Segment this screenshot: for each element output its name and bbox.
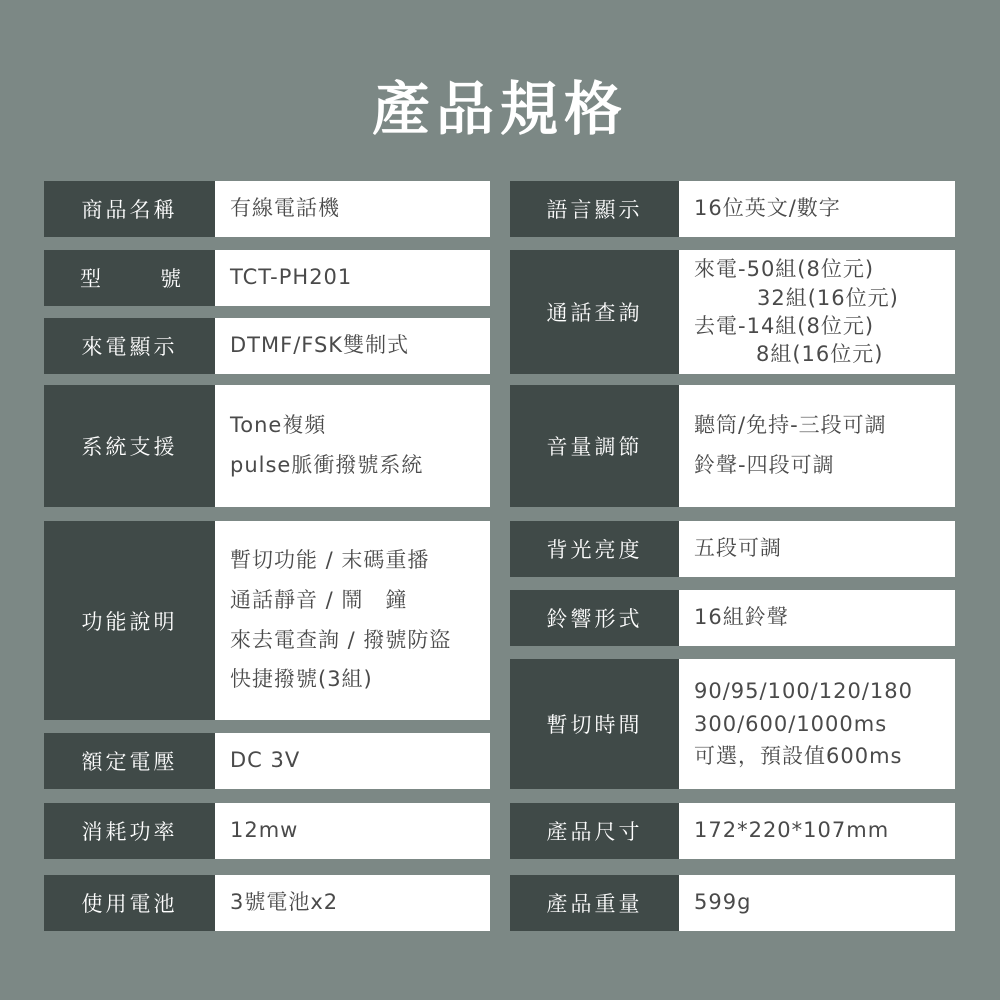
- spec-value: [679, 659, 955, 789]
- spec-row-backlight: [510, 521, 955, 577]
- spec-row-flash-time: [510, 659, 955, 789]
- spec-row-functions: [44, 521, 490, 720]
- spec-label: 功能說明: [44, 521, 215, 720]
- spec-label-part: 號: [160, 267, 181, 291]
- spec-value-line: 快捷撥號(3組): [230, 667, 373, 692]
- spec-label: [44, 250, 215, 306]
- spec-value: TCT-PH201: [215, 250, 490, 306]
- spec-value-line: 可選，預設值600ms: [694, 744, 903, 769]
- spec-value: [215, 385, 490, 507]
- spec-value-line: 90/95/100/120/180: [694, 679, 913, 704]
- spec-label: 通話查詢: [510, 250, 679, 374]
- spec-value: DC 3V: [215, 733, 490, 789]
- spec-label: 暫切時間: [510, 659, 679, 789]
- spec-label: 使用電池: [44, 875, 215, 931]
- spec-label: 產品尺寸: [510, 803, 679, 859]
- spec-value-line: 暫切功能 / 末碼重播: [230, 547, 430, 572]
- spec-label: 額定電壓: [44, 733, 215, 789]
- spec-value: [215, 521, 490, 720]
- spec-value-line: 去電-14組(8位元): [694, 314, 875, 338]
- spec-label: 來電顯示: [44, 318, 215, 374]
- spec-label: 系統支援: [44, 385, 215, 507]
- spec-value-line: pulse脈衝撥號系統: [230, 453, 424, 477]
- spec-value: [679, 250, 955, 374]
- spec-row-call-log: [510, 250, 955, 374]
- spec-label: 商品名稱: [44, 181, 215, 237]
- spec-value-line: 鈴聲-四段可調: [694, 453, 835, 477]
- spec-row-product-name: [44, 181, 490, 237]
- spec-value: 16位英文/數字: [679, 181, 955, 237]
- spec-row-caller-id: [44, 318, 490, 374]
- spec-row-voltage: [44, 733, 490, 789]
- page-title: 產品規格: [371, 75, 628, 143]
- spec-row-power: [44, 803, 490, 859]
- spec-label: 產品重量: [510, 875, 679, 931]
- spec-value: 172*220*107mm: [679, 803, 955, 859]
- spec-label: 鈴響形式: [510, 590, 679, 646]
- spec-value-line: 來去電查詢 / 撥號防盜: [230, 627, 452, 652]
- spec-value-line: 來電-50組(8位元): [694, 257, 875, 282]
- spec-label: 語言顯示: [510, 181, 679, 237]
- spec-row-model: [44, 250, 490, 306]
- spec-value-line: 聽筒/免持-三段可調: [694, 413, 887, 438]
- spec-value: 599g: [679, 875, 955, 931]
- spec-row-system: [44, 385, 490, 507]
- spec-row-volume: [510, 385, 955, 507]
- spec-value: DTMF/FSK雙制式: [215, 318, 490, 374]
- spec-value-line: 8組(16位元): [756, 342, 884, 367]
- spec-row-ringtone: [510, 590, 955, 646]
- spec-label-part: 型: [80, 267, 101, 291]
- spec-row-size: [510, 803, 955, 859]
- spec-row-weight: [510, 875, 955, 931]
- spec-row-language: [510, 181, 955, 237]
- spec-value: 3號電池x2: [215, 875, 490, 931]
- spec-value-line: Tone複頻: [230, 413, 327, 438]
- spec-value-line: 32組(16位元): [757, 285, 899, 310]
- spec-label: 背光亮度: [510, 521, 679, 577]
- spec-value: 16組鈴聲: [679, 590, 955, 646]
- spec-value: 有線電話機: [215, 181, 490, 237]
- spec-value-line: 通話靜音 / 鬧 鐘: [230, 587, 408, 612]
- spec-value-line: 300/600/1000ms: [694, 711, 888, 736]
- spec-value: 五段可調: [679, 521, 955, 577]
- spec-value: 12mw: [215, 803, 490, 859]
- spec-label: 消耗功率: [44, 803, 215, 859]
- spec-value: [679, 385, 955, 507]
- spec-row-battery: [44, 875, 490, 931]
- spec-label: 音量調節: [510, 385, 679, 507]
